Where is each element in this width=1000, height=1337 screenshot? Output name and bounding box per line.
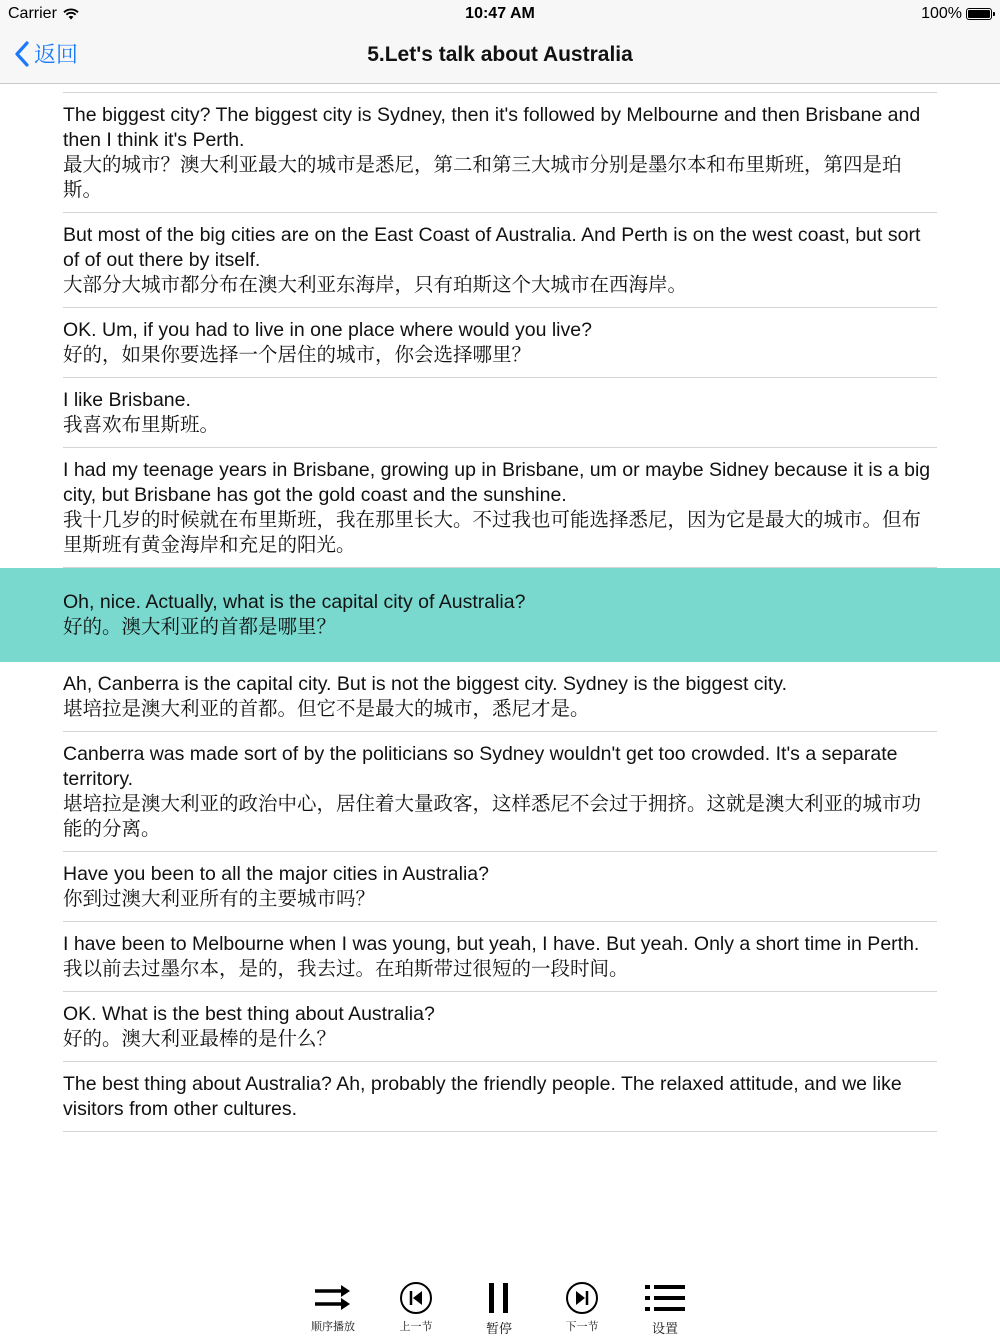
chinese-line: 我以前去过墨尔本，是的，我去过。在珀斯带过很短的一段时间。 <box>63 958 629 980</box>
chinese-line: 堪培拉是澳大利亚的政治中心，居住着大量政客，这样悉尼不会过于拥挤。这就是澳大利亚的城市功能的分离。 <box>63 793 922 840</box>
transcript-row[interactable] <box>0 852 1000 922</box>
english-line: I have been to Melbourne when I was young, but yeah, I have. But yeah. Only a short time in Perth. <box>63 933 920 955</box>
next-section-button[interactable] <box>547 1280 617 1334</box>
english-line: The biggest city? The biggest city is Sydney, then it's followed by Melbourne and then Brisbane and then I think it's Perth. <box>63 104 921 151</box>
status-time: 10:47 AM <box>465 5 535 22</box>
chinese-line: 我十几岁的时候就在布里斯班，我在那里长大。不过我也可能选择悉尼，因为它是最大的城市。但布里斯班有黄金海岸和充足的阳光。 <box>63 509 922 556</box>
transcript-row-current[interactable] <box>0 568 1000 662</box>
transcript-row[interactable] <box>0 378 1000 448</box>
transcript-row-content <box>63 93 937 213</box>
transcript-row[interactable] <box>0 93 1000 213</box>
settings-label: 设置 <box>651 1321 678 1336</box>
transcript-list[interactable] <box>0 84 1000 1274</box>
status-bar <box>0 0 1000 28</box>
transcript-row[interactable] <box>0 213 1000 308</box>
transcript-row[interactable] <box>0 992 1000 1062</box>
settings-button[interactable] <box>630 1280 700 1337</box>
chinese-line: 堪培拉是澳大利亚的首都。但它不是最大的城市，悉尼才是。 <box>63 698 590 720</box>
transcript-row-content <box>63 1062 937 1132</box>
transcript-row[interactable] <box>0 308 1000 378</box>
pause-icon <box>487 1282 511 1314</box>
battery-area <box>921 5 992 23</box>
next-section-icon <box>565 1281 599 1315</box>
english-line: Have you been to all the major cities in Australia? <box>63 863 489 885</box>
transcript-row-content <box>63 568 937 662</box>
english-line: Ah, Canberra is the capital city. But is not the biggest city. Sydney is the biggest city. <box>63 673 788 695</box>
list-top-divider <box>63 84 937 93</box>
english-line: Canberra was made sort of by the politicians so Sydney wouldn't get too crowded. It's a separate territory. <box>63 743 898 790</box>
transcript-row[interactable] <box>0 922 1000 992</box>
chinese-line: 我喜欢布里斯班。 <box>63 414 220 436</box>
transcript-row-content <box>63 852 937 922</box>
transcript-row-content <box>63 662 937 732</box>
chinese-line: 大部分大城市都分布在澳大利亚东海岸，只有珀斯这个大城市在西海岸。 <box>63 274 688 296</box>
navigation-bar <box>0 28 1000 84</box>
transcript-row-content <box>63 378 937 448</box>
next-section-label: 下一节 <box>565 1321 599 1333</box>
back-label: 返回 <box>34 42 79 67</box>
prev-section-button[interactable] <box>381 1280 451 1334</box>
page-title: 5.Let's talk about Australia <box>367 43 633 66</box>
prev-section-label: 上一节 <box>399 1321 433 1333</box>
transcript-row[interactable] <box>0 732 1000 852</box>
transcript-row[interactable] <box>0 662 1000 732</box>
transcript-row-content <box>63 448 937 568</box>
prev-section-icon <box>399 1281 433 1315</box>
order-play-label: 顺序播放 <box>311 1321 355 1333</box>
transcript-row[interactable] <box>0 448 1000 568</box>
english-line: I like Brisbane. <box>63 389 191 411</box>
battery-percent: 100% <box>921 5 962 22</box>
transcript-row-content <box>63 308 937 378</box>
chinese-line: 你到过澳大利亚所有的主要城市吗？ <box>63 888 376 910</box>
chinese-line: 最大的城市？澳大利亚最大的城市是悉尼，第二和第三大城市分别是墨尔本和布里斯班，第四是珀斯。 <box>63 154 902 201</box>
transcript-row-content <box>63 213 937 308</box>
transcript-row-content <box>63 992 937 1062</box>
settings-menu-icon <box>644 1283 686 1313</box>
battery-icon <box>966 8 992 20</box>
english-line: The best thing about Australia? Ah, probably the friendly people. The relaxed attitude, and we like visitors from other cultures. <box>63 1073 902 1120</box>
english-line: OK. Um, if you had to live in one place where would you live? <box>63 319 592 341</box>
english-line: I had my teenage years in Brisbane, growing up in Brisbane, um or maybe Sidney because it is a big city, but Brisbane has got the gold coast and the sunshine. <box>63 459 931 506</box>
carrier-label: Carrier <box>8 5 57 22</box>
english-line: But most of the big cities are on the East Coast of Australia. And Perth is on the west coast, but sort of of out there by itself. <box>63 224 921 271</box>
pause-button[interactable] <box>464 1280 534 1337</box>
order-play-icon <box>313 1284 353 1312</box>
playback-toolbar <box>0 1274 1000 1334</box>
pause-label: 暂停 <box>485 1321 512 1336</box>
english-line: OK. What is the best thing about Australia? <box>63 1003 435 1025</box>
chinese-line: 好的。澳大利亚的首都是哪里？ <box>63 616 337 638</box>
transcript-row[interactable] <box>0 1062 1000 1132</box>
transcript-row-content <box>63 732 937 852</box>
transcript-row-content <box>63 922 937 992</box>
chinese-line: 好的，如果你要选择一个居住的城市，你会选择哪里？ <box>63 344 532 366</box>
battery-fill <box>968 10 990 18</box>
chinese-line: 好的。澳大利亚最棒的是什么？ <box>63 1028 337 1050</box>
order-play-button[interactable] <box>298 1280 368 1334</box>
english-line: Oh, nice. Actually, what is the capital city of Australia? <box>63 591 526 613</box>
